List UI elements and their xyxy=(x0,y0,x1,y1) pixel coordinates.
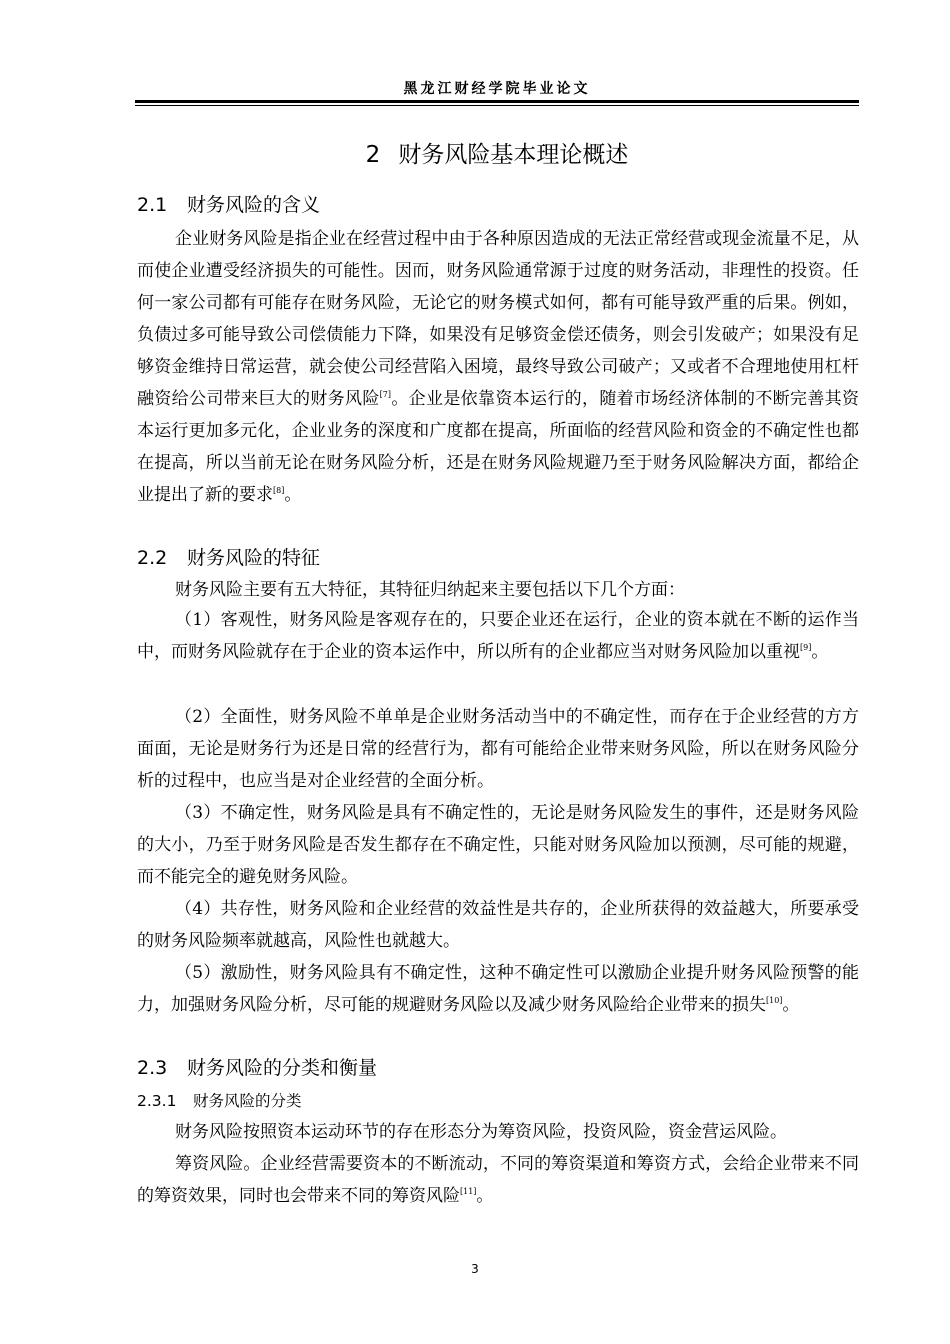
citation-ref: [9] xyxy=(800,643,812,652)
paragraph-classification: 财务风险按照资本运动环节的存在形态分为筹资风险，投资风险，资金营运风险。 xyxy=(175,1122,787,1142)
page-number: 3 xyxy=(471,1262,479,1276)
paragraph-feature-coexistence: （4）共存性，财务风险和企业经营的效益性是共存的，企业所获得的效益越大，所要承受的财务风险频率就越高，风险性也就越大。 xyxy=(137,899,859,951)
section-number: 2.1 xyxy=(137,194,168,216)
citation-ref: [10] xyxy=(766,996,783,1005)
running-header: 黑龙江财经学院毕业论文 xyxy=(403,81,591,97)
citation-ref: [7] xyxy=(379,390,392,399)
section-title: 财务风险的含义 xyxy=(187,194,321,216)
chapter-number: 2 xyxy=(365,142,381,168)
chapter-title xyxy=(135,136,859,169)
section-number: 2.2 xyxy=(137,547,168,569)
paragraph-feature-uncertainty: （3）不确定性，财务风险是具有不确定性的，无论是财务风险发生的事件，还是财务风险的大小，乃至于财务风险是否发生都存在不确定性，只能对财务风险加以预测，尽可能的规避，而不能完全的避免财务风险。 xyxy=(137,803,859,887)
section-title: 财务风险的分类和衡量 xyxy=(187,1057,378,1079)
paragraph-features-intro: 财务风险主要有五大特征，其特征归纳起来主要包括以下几个方面： xyxy=(175,580,685,600)
subsection-heading-2-3-1 xyxy=(137,1089,302,1111)
paragraph-feature-objectivity: （1）客观性，财务风险是客观存在的，只要企业还在运行，企业的资本就在不断的运作当中，而财务风险就存在于企业的资本运作中，所以所有的企业都应当对财务风险加以重视[9]。 xyxy=(137,610,859,662)
paragraph-feature-incentive: （5）激励性，财务风险具有不确定性，这种不确定性可以激励企业提升财务风险预警的能力，加强财务风险分析，尽可能的规避财务风险以及减少财务风险给企业带来的损失[10]。 xyxy=(137,963,859,1015)
section-heading-2-3 xyxy=(137,1053,377,1080)
paragraph-financing-risk: 筹资风险。企业经营需要资本的不断流动，不同的筹资渠道和筹资方式，会给企业带来不同的筹资效果，同时也会带来不同的筹资风险[11]。 xyxy=(137,1154,859,1206)
citation-ref: [8] xyxy=(273,486,285,495)
header-rule-thin xyxy=(135,105,859,106)
section-number: 2.3 xyxy=(137,1057,168,1079)
chapter-title-text: 财务风险基本理论概述 xyxy=(398,142,629,168)
subsection-title: 财务风险的分类 xyxy=(193,1092,302,1110)
header-rule-thick xyxy=(135,100,859,103)
section-heading-2-1 xyxy=(137,190,320,217)
paragraph-definition: 企业财务风险是指企业在经营过程中由于各种原因造成的无法正常经营或现金流量不足，从而使企业遭受经济损失的可能性。因而，财务风险通常源于过度的财务活动，非理性的投资。任何一家公司都有可能存在财务风险，无论它的财务模式如何，都有可能导致严重的后果。例如，负债过多可能导致公司偿债能力下降，如果没有足够资金偿还债务，则会引发破产；如果没有足够资金维持日常运营，就会使公司经营陷入困境，最终导致公司破产；又或者不合理地使用杠杆融资给公司带来巨大的财务风险[7]。企业是依靠资本运行的，随着市场经济体制的不断完善其资本运行更加多元化，企业业务的深度和广度都在提高，所面临的经营风险和资金的不确定性也都在提高，所以当前无论在财务风险分析，还是在财务风险规避乃至于财务风险解决方面，都给企业提出了新的要求[8]。 xyxy=(137,229,860,505)
paragraph-feature-comprehensiveness: （2）全面性，财务风险不单单是企业财务活动当中的不确定性，而存在于企业经营的方方面面，无论是财务行为还是日常的经营行为，都有可能给企业带来财务风险，所以在财务风险分析的过程中，也应当是对企业经营的全面分析。 xyxy=(137,707,859,791)
section-title: 财务风险的特征 xyxy=(187,547,321,569)
citation-ref: [11] xyxy=(460,1187,477,1196)
subsection-number: 2.3.1 xyxy=(137,1092,177,1110)
section-heading-2-2 xyxy=(137,543,320,570)
